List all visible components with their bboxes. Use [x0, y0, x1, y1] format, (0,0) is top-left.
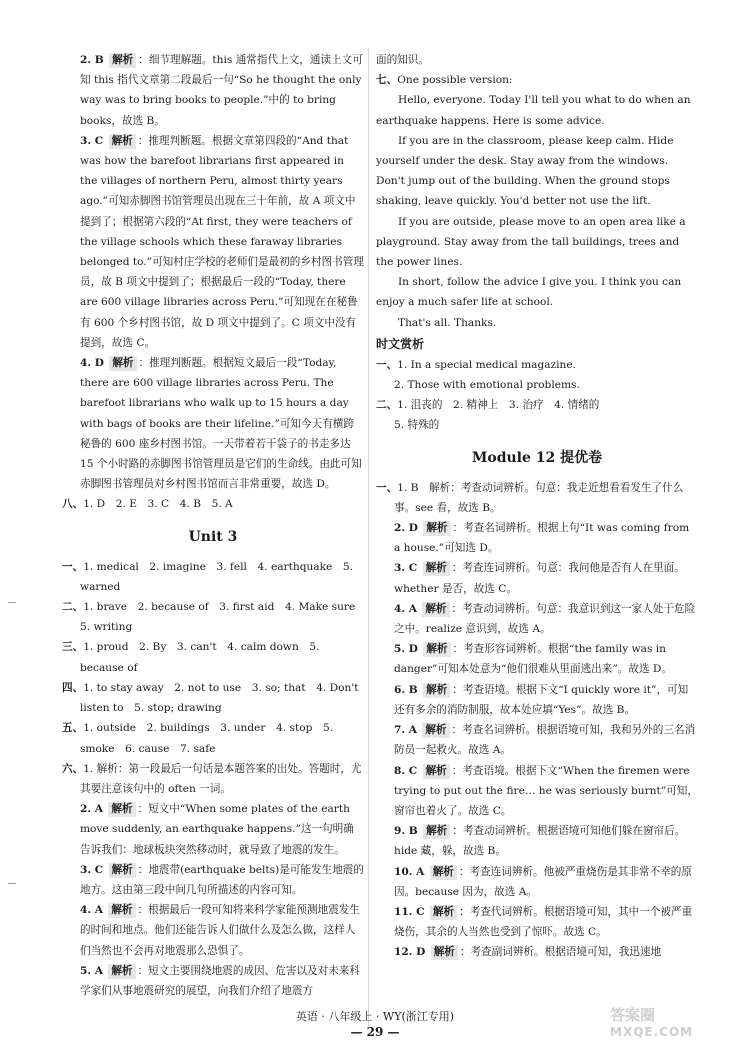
- analysis-label: 解析: [430, 905, 457, 920]
- analysis-label: 解析: [423, 824, 450, 839]
- answer-group: [62, 557, 364, 597]
- essay-paragraph: If you are outside, please move to an open area like a playground. Stay away from the tall buildings, trees and the power lines.: [376, 215, 686, 269]
- answer-group: [62, 637, 364, 677]
- answer-item: [376, 518, 698, 558]
- analysis-text: ：短文中“When some plates of the earth move suddenly, an earthquake happens.”这一句明确告诉我们：地球板块突然移动时，就导致了地震的发生。: [80, 803, 354, 856]
- analysis-label: 解析: [108, 903, 135, 918]
- answer-group: [62, 597, 364, 637]
- answer-item: [376, 821, 698, 861]
- subsection-title: 时文赏析: [376, 336, 425, 351]
- section-title: Unit 3: [188, 528, 238, 545]
- answer-text: 1. D 2. E 3. C 4. B 5. A: [83, 498, 233, 511]
- watermark-line-2: MXQE.COM: [610, 1025, 694, 1039]
- analysis-text: ：考查副词辨析。根据语境可知，我迅速地: [459, 946, 662, 959]
- essay-paragraph: If you are in the classroom, please keep calm. Hide yourself under the desk. Stay away from the windows. Don't jump out of the building. When the ground stops shaking, leave quickly. You'd better not use the lift.: [376, 134, 674, 208]
- answer-text: 1. proud 2. By 3. can't 4. calm down 5. because of: [80, 641, 320, 674]
- analysis-text: ：考查形容词辨析。根据“the family was in danger”可知本处意为“他们很难从里面逃出来”。故选 D。: [394, 643, 673, 676]
- analysis-text: ：考查语境。根据下文“When the firemen were trying to put out the fire… he was seriously burnt”可知，窗帘也着火了。故选 C。: [394, 764, 698, 817]
- left-column: [62, 50, 364, 1001]
- answer-group: [376, 355, 698, 375]
- analysis-text: ：考查代词辨析。根据语境可知，其中一个被严重烧伤，其余的人当然也受到了惊吓。故选 C。: [394, 905, 693, 939]
- section-title: Module 12 提优卷: [471, 449, 603, 466]
- question-number: 12. D: [394, 946, 426, 959]
- answer-item: [376, 599, 698, 639]
- answer-item: [376, 942, 698, 962]
- analysis-text: ：细节理解题。this 通常指代上文，通读上文可知 this 指代文章第二段最后一句“So he thought the only way was to bring books to people.”中的 to bring books，故选 B。: [80, 54, 363, 127]
- question-number: 5. A: [80, 964, 103, 977]
- section-number: 六、: [62, 762, 84, 775]
- question-number: 2. B: [80, 54, 104, 66]
- analysis-label: 解析: [422, 723, 449, 738]
- answer-item: [62, 900, 364, 961]
- analysis-label: 解析: [423, 521, 450, 536]
- column-divider: [368, 48, 369, 1028]
- answer-text: 1. outside 2. buildings 3. under 4. stop 5. smoke 6. cause 7. safe: [80, 722, 334, 755]
- analysis-text: ：考查连词辨析。他被严重烧伤是其非常不幸的原因。because 因为，故选 A。: [394, 865, 692, 898]
- question-number: 3. C: [394, 562, 418, 575]
- answer-item: [376, 720, 698, 760]
- analysis-label: 解析: [109, 53, 136, 68]
- analysis-text: ：考查名词辨析。根据语境可知，我和另外的三名消防员一起救火。故选 A。: [394, 724, 696, 757]
- margin-mark: [8, 883, 16, 884]
- continued-text: 面的知识。: [376, 54, 429, 66]
- question-number: 3. C: [80, 134, 104, 147]
- answer-text: 1. 沮丧的 2. 精神上 3. 治疗 4. 情绪的: [397, 399, 600, 412]
- answer-text: 1. B 解析：考查动词辨析。句意：我走近想看看发生了什么事。see 看，故选 B。: [394, 481, 684, 514]
- section-number: 三、: [62, 641, 84, 654]
- analysis-label: 解析: [431, 945, 458, 960]
- answer-line: 2. Those with emotional problems.: [394, 379, 580, 392]
- answer-text: 1. In a special medical magazine.: [397, 358, 576, 371]
- question-number: 8. C: [394, 764, 418, 777]
- section-number: 二、: [376, 399, 398, 412]
- analysis-label: 解析: [109, 356, 136, 371]
- question-number: 5. D: [394, 643, 418, 656]
- analysis-text: ：地震带(earthquake belts)是可能发生地震的地方。这由第三段中间几句所描述的内容可知。: [80, 863, 364, 896]
- right-column: [376, 50, 698, 963]
- answer-group: [376, 395, 698, 415]
- analysis-text: ：考查连词辨析。句意：我问他是否有人在里面。whether 是否，故选 C。: [394, 562, 685, 595]
- answer-group: [62, 678, 364, 718]
- question-number: 6. B: [394, 683, 418, 696]
- question-number: 2. D: [394, 522, 418, 535]
- answer-group: [62, 759, 364, 799]
- essay-paragraph: In short, follow the advice I give you. I think you can enjoy a much safer life at school.: [376, 276, 682, 309]
- answer-group: [62, 494, 364, 514]
- section-number: 一、: [376, 358, 398, 371]
- answer-item: [376, 862, 698, 902]
- answer-group: [376, 70, 698, 90]
- margin-mark: [8, 602, 16, 603]
- question-number: 7. A: [394, 724, 417, 737]
- analysis-label: 解析: [423, 683, 450, 698]
- watermark-logo: [610, 1004, 730, 1044]
- answer-item: [62, 961, 364, 1001]
- section-number: 二、: [62, 601, 84, 614]
- answer-group: [62, 718, 364, 758]
- answer-item: [62, 131, 364, 353]
- answer-item: [376, 558, 698, 598]
- answer-item: [62, 799, 364, 860]
- analysis-label: 解析: [109, 134, 136, 149]
- answer-text: 1. medical 2. imagine 3. fell 4. earthquake 5. warned: [80, 560, 354, 593]
- analysis-text: ：推理判断题。根据文章第四段的“And that was how the barefoot librarians first appeared in the villages of northern Peru, almost thirty years ago.”可知赤脚图书馆管理员出现在三十年前，故 A 项文中提到了；根据第六段的“At first, they were teachers of the village schools which these faraway libraries belonged to.”可知村庄学校的老师们是最初的乡村图书管理员，故 B 项文中提到了；根据最后一段的“Today, there are 600 village libraries across Peru.”可知现在在秘鲁有 600 个乡村图书馆，故 D 项文中提到了。C 项文中没有提到，故选 C。: [80, 134, 364, 349]
- answer-text: 1. 解析：第一段最后一句话是本题答案的出处。答题时，尤其要注意该句中的 often 一词。: [80, 762, 362, 795]
- question-number: 4. A: [80, 904, 103, 917]
- analysis-label: 解析: [108, 964, 135, 979]
- section-number: 一、: [62, 560, 84, 573]
- section-number: 八、: [62, 498, 84, 511]
- analysis-text: ：考查语境。根据下文“I quickly wore it”，可知还有多余的消防制服，故本处应填“Yes”。故选 B。: [394, 683, 689, 716]
- answer-item: [62, 353, 364, 494]
- answer-item: [376, 761, 698, 822]
- analysis-text: ：短文主要围绕地震的成因、危害以及对未来科学家们从事地震研究的展望，向我们介绍了地震方: [80, 964, 360, 997]
- question-number: 11. C: [394, 905, 425, 918]
- answer-item: [376, 639, 698, 679]
- analysis-text: ：考查动词辨析。根据语境可知他们躲在窗帘后。hide 藏，躲，故选 B。: [394, 825, 686, 858]
- answer-text: 1. to stay away 2. not to use 3. so; that 4. Don't listen to 5. stop; drawing: [80, 681, 359, 715]
- answer-text: 1. brave 2. because of 3. first aid 4. Make sure 5. writing: [80, 601, 366, 634]
- analysis-label: 解析: [430, 865, 457, 880]
- question-number: 10. A: [394, 865, 425, 878]
- analysis-text: ：推理判断题。根据短文最后一段“Today, there are 600 village libraries across Peru. The barefoot librarians who walk up to 15 hours a day with bags of books are their lifeline.”可知今天有横跨秘鲁的 600 座乡村图书馆。一天带着若干袋子的书走多达 15 个小时路的赤脚图书馆管理员是它们的生命线。由此可知赤脚图书管理员对乡村图书馆而言非常重要，故选 D。: [80, 357, 362, 491]
- essay-paragraph: That's all. Thanks.: [398, 316, 497, 329]
- question-number: 4. A: [394, 602, 417, 615]
- answer-item: [376, 902, 698, 942]
- analysis-label: 解析: [422, 602, 449, 617]
- question-number: 9. B: [394, 825, 418, 838]
- analysis-label: 解析: [108, 802, 135, 817]
- analysis-label: 解析: [423, 561, 450, 576]
- essay-paragraph: Hello, everyone. Today I'll tell you what to do when an earthquake happens. Here is some advice.: [376, 94, 691, 127]
- answer-line: 5. 特殊的: [394, 419, 440, 432]
- answer-group: [376, 478, 698, 518]
- answer-item: [62, 50, 364, 131]
- question-number: 3. C: [80, 863, 104, 876]
- section-number: 一、: [376, 481, 398, 494]
- analysis-text: ：根据最后一段可知将来科学家能预测地震发生的时间和地点。他们还能告诉人们做什么及怎么做，这样人们当然也不会再对地震那么恐惧了。: [80, 904, 360, 957]
- answer-text: One possible version:: [397, 74, 513, 87]
- question-number: 4. D: [80, 357, 104, 370]
- analysis-label: 解析: [109, 863, 136, 878]
- analysis-text: ：考查名词辨析。根据上句“It was coming from a house.”可知选 D。: [394, 522, 690, 555]
- page-number: — 29 —: [350, 1025, 400, 1039]
- watermark-line-1: 答案圈: [610, 1006, 656, 1024]
- analysis-label: 解析: [423, 764, 450, 779]
- analysis-label: 解析: [423, 642, 450, 657]
- question-number: 2. A: [80, 803, 103, 816]
- section-number: 五、: [62, 722, 84, 735]
- answer-item: [376, 680, 698, 720]
- section-number: 七、: [376, 74, 398, 87]
- page-footer: 英语 · 八年级上 · WY(浙江专用): [295, 1010, 455, 1023]
- analysis-text: ：考查动词辨析。句意：我意识到这一家人处于危险之中。realize 意识到，故选 A。: [394, 602, 696, 636]
- section-number: 四、: [62, 681, 84, 694]
- answer-item: [62, 860, 364, 900]
